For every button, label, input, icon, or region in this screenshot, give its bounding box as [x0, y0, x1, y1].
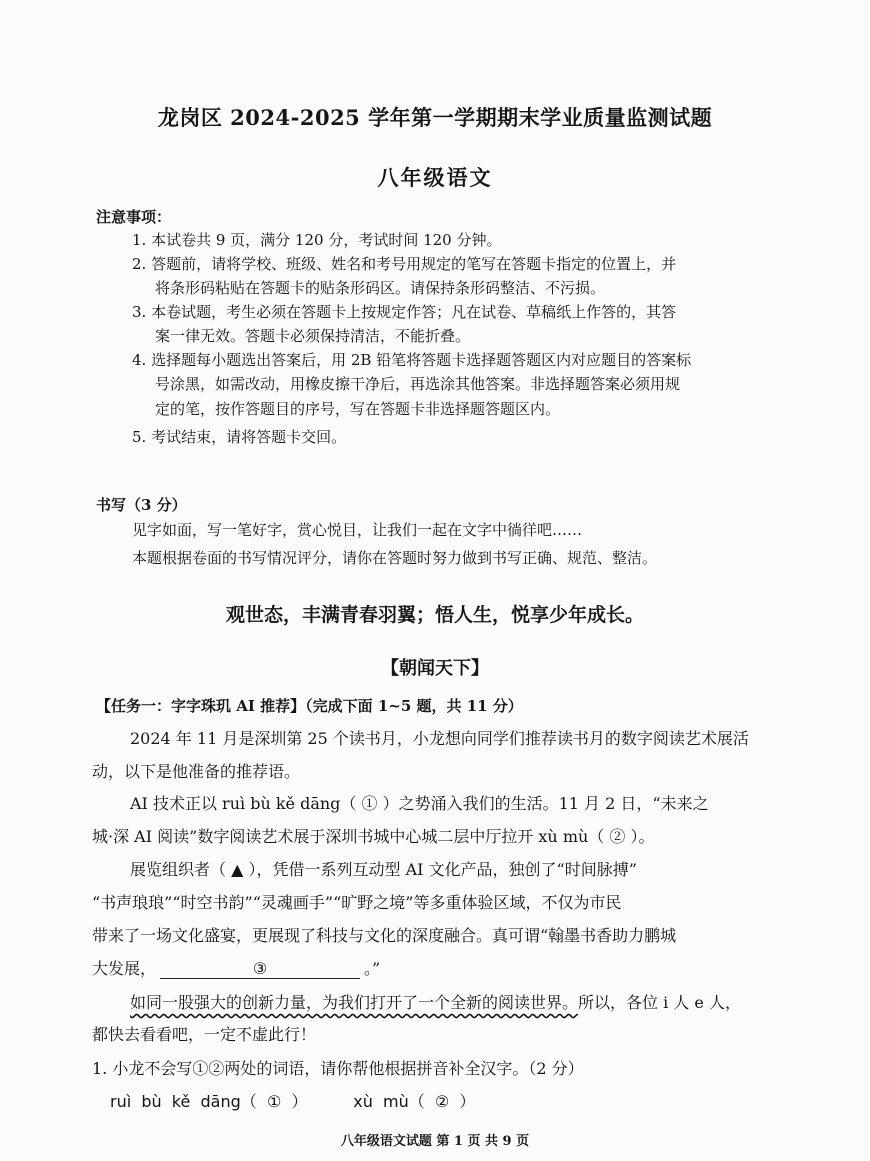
text-run: 大发展， — [92, 959, 157, 978]
task1-paragraph: AI 技术正以 ruì bù kě dāng（ ① ）之势涌入我们的生活。11 月 2 日，“未来之 — [130, 794, 709, 813]
notice-line: 1. 本试卷共 9 页，满分 120 分，考试时间 120 分钟。 — [132, 231, 502, 249]
notice-line: 5. 考试结束，请将答题卡交回。 — [132, 428, 347, 446]
question-stem: 1. 小龙不会写①②两处的词语，请你帮他根据拼音补全汉字。（2 分） — [92, 1059, 584, 1078]
task1-paragraph: 带来了一场文化盛宴，更展现了科技与文化的深度融合。真可谓“翰墨书香助力鹏城 — [92, 926, 677, 945]
notice-line: 定的笔，按作答题目的序号，写在答题卡非选择题答题区内。 — [155, 400, 561, 418]
task1-paragraph: 2024 年 11 月是深圳第 25 个读书月，小龙想向同学们推荐读书月的数字阅读艺术展活 — [130, 729, 749, 748]
answer-blank: ③ — [160, 959, 360, 979]
notice-line: 4. 选择题每小题选出答案后，用 2B 铅笔将答题卡选择题答题区内对应题目的答案标 — [132, 351, 692, 369]
task1-paragraph: 城·深 AI 阅读”数字阅读艺术展于深圳书城中心城二层中厅拉开 xù mù（ ② ）。 — [92, 827, 655, 846]
text-run: 。” — [364, 959, 381, 978]
task1-paragraph: 展览组织者（ ▲ ），凭借一系列互动型 AI 文化产品，独创了“时间脉搏” — [130, 860, 637, 879]
writing-line: 见字如面，写一笔好字，赏心悦目，让我们一起在文字中徜徉吧…… — [132, 521, 583, 539]
text-run: 所以，各位 i 人 e 人， — [578, 993, 741, 1012]
task1-paragraph: 动，以下是他准备的推荐语。 — [92, 762, 301, 781]
motto: 观世态，丰满青春羽翼；悟人生，悦享少年成长。 — [225, 604, 644, 626]
writing-heading: 书写（3 分） — [96, 496, 187, 514]
notice-heading: 注意事项： — [96, 208, 172, 226]
section-heading: 【朝闻天下】 — [381, 658, 489, 679]
notice-line: 号涂黑，如需改动，用橡皮擦干净后，再选涂其他答案。非选择题答案必须用规 — [155, 375, 681, 393]
task1-heading: 【任务一：字字珠玑 AI 推荐】（完成下面 1~5 题，共 11 分） — [96, 697, 523, 715]
underlined-sentence: 如同一股强大的创新力量，为我们打开了一个全新的阅读世界。 — [130, 993, 579, 1012]
writing-line: 本题根据卷面的书写情况评分，请你在答题时努力做到书写正确、规范、整洁。 — [132, 549, 658, 567]
notice-line: 2. 答题前，请将学校、班级、姓名和考号用规定的笔写在答题卡指定的位置上，并 — [132, 255, 677, 273]
task1-paragraph: 都快去看看吧，一定不虚此行！ — [92, 1025, 317, 1044]
task1-paragraph — [130, 990, 741, 1013]
question-pinyin: ruì bù kě dāng（ ① ） xù mù（ ② ） — [110, 1092, 476, 1111]
exam-title: 龙岗区 2024-2025 学年第一学期期末学业质量监测试题 — [157, 105, 713, 130]
task1-paragraph: “书声琅琅”“时空书韵”“灵魂画手”“旷野之境”等多重体验区域，不仅为市民 — [92, 893, 622, 912]
notice-line: 3. 本卷试题，考生必须在答题卡上按规定作答；凡在试卷、草稿纸上作答的，其答 — [132, 303, 677, 321]
task1-paragraph — [92, 956, 380, 979]
notice-line: 案一律无效。答题卡必须保持清洁，不能折叠。 — [155, 327, 471, 345]
page-footer: 八年级语文试题 第 1 页 共 9 页 — [340, 1134, 530, 1149]
notice-line: 将条形码粘贴在答题卡的贴条形码区。请保持条形码整洁、不污损。 — [155, 279, 606, 297]
exam-subtitle: 八年级语文 — [377, 165, 493, 190]
